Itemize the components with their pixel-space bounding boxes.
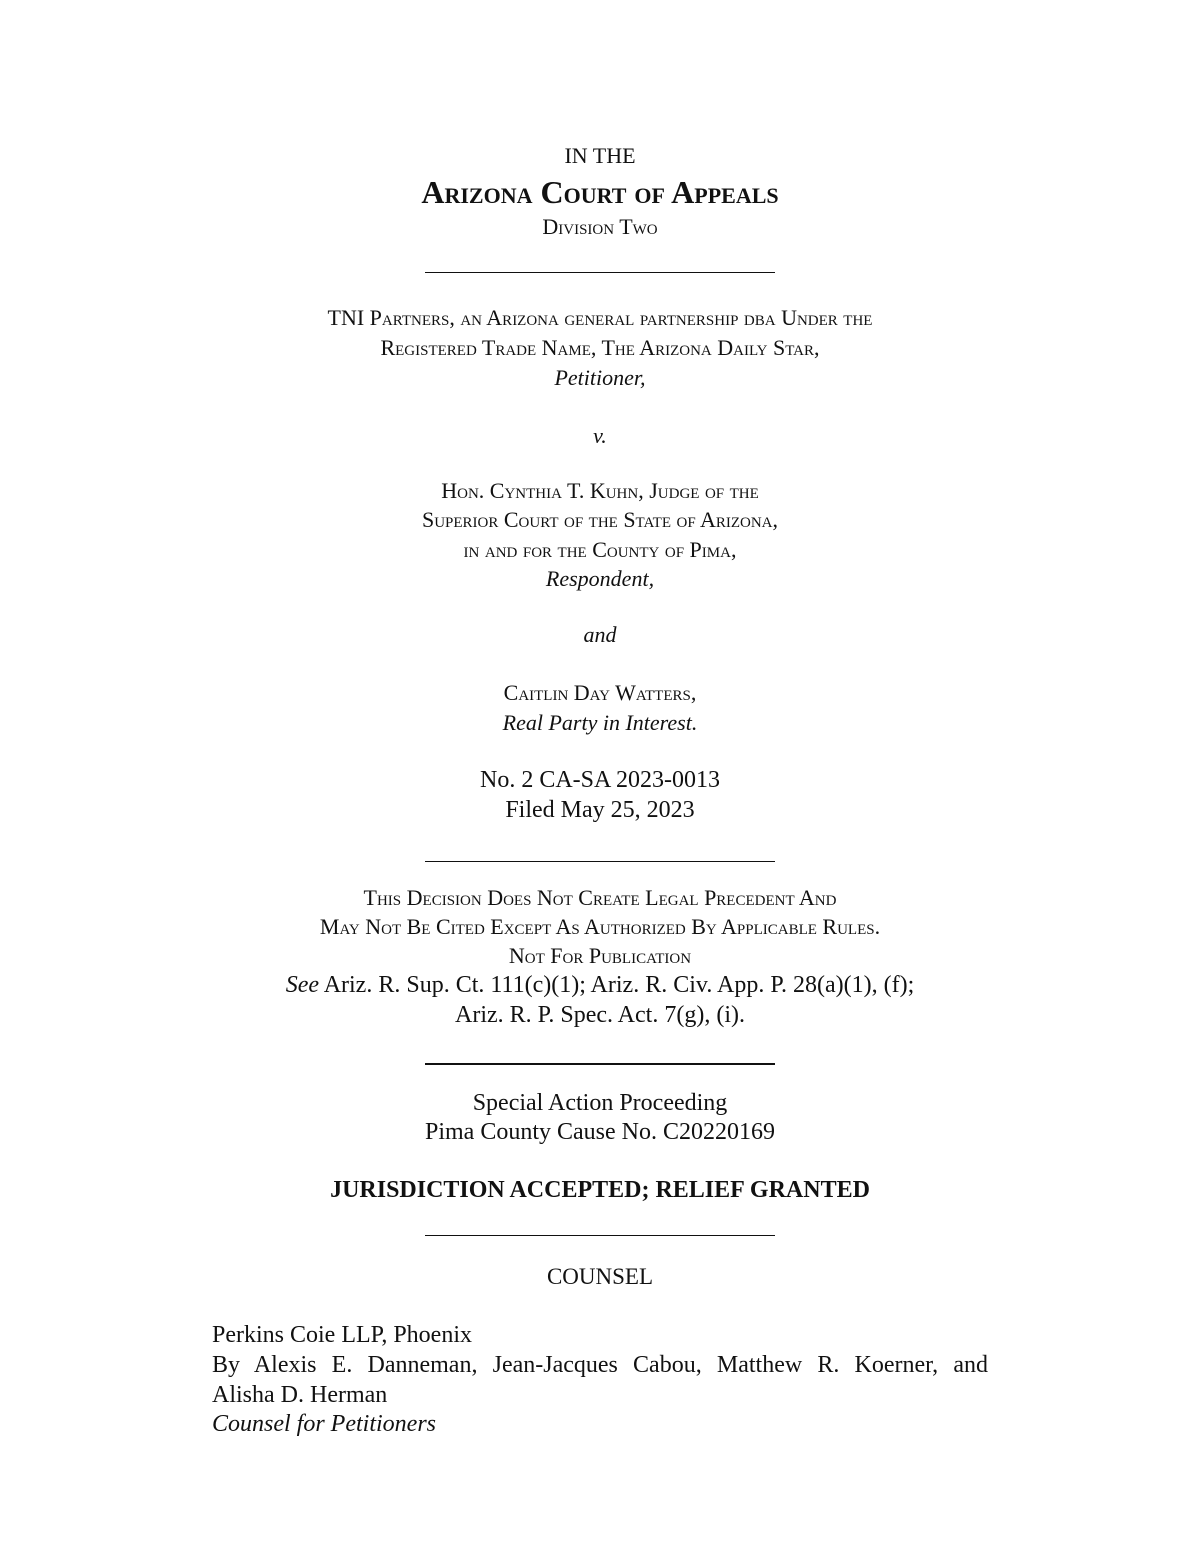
counsel-firm: Perkins Coie LLP, Phoenix <box>212 1322 473 1348</box>
petitioner-line-1: TNI Partners, an Arizona general partnership dba Under the <box>327 305 873 330</box>
court-name: Arizona Court of Appeals <box>421 174 779 210</box>
petitioner-line-2: Registered Trade Name, The Arizona Daily Star, <box>380 335 820 360</box>
respondent-line-1: Hon. Cynthia T. Kuhn, Judge of the <box>441 478 759 503</box>
respondent-line-3: in and for the County of Pima, <box>463 537 737 562</box>
counsel-attorneys-line-1: By Alexis E. Danneman, Jean-Jacques Cabou, Matthew R. Koerner, and <box>212 1352 988 1378</box>
division-name: Division Two <box>542 214 658 239</box>
real-party-role: Real Party in Interest. <box>502 710 698 735</box>
case-number: No. 2 CA-SA 2023-0013 <box>479 767 720 793</box>
respondent-role: Respondent, <box>545 566 655 591</box>
petitioner-role: Petitioner, <box>554 365 646 390</box>
respondent-line-2: Superior Court of the State of Arizona, <box>421 507 779 532</box>
versus: v. <box>593 423 607 448</box>
disposition: JURISDICTION ACCEPTED; RELIEF GRANTED <box>330 1177 870 1203</box>
counsel-attorneys-line-2: Alisha D. Herman <box>212 1382 388 1408</box>
counsel-role: Counsel for Petitioners <box>212 1411 436 1437</box>
notice-line-5: Ariz. R. P. Spec. Act. 7(g), (i). <box>455 1002 745 1028</box>
notice-line-3: Not For Publication <box>508 943 692 968</box>
notice-citation <box>0 972 1200 999</box>
divider-thick <box>425 1063 775 1065</box>
citation-rules: Ariz. R. Sup. Ct. 111(c)(1); Ariz. R. Civ. App. P. 28(a)(1), (f); <box>319 972 915 998</box>
notice-line-1: This Decision Does Not Create Legal Precedent And <box>363 885 837 910</box>
filed-date: Filed May 25, 2023 <box>505 797 695 823</box>
proceeding-type: Special Action Proceeding <box>472 1090 728 1116</box>
divider-middle <box>425 861 775 862</box>
citation-see: See <box>285 972 320 998</box>
notice-line-2: May Not Be Cited Except As Authorized By Applicable Rules. <box>319 914 881 939</box>
conjunction-and: and <box>583 622 617 647</box>
real-party-name: Caitlin Day Watters, <box>503 680 697 705</box>
counsel-heading: COUNSEL <box>546 1264 654 1289</box>
cause-number: Pima County Cause No. C20220169 <box>424 1119 775 1145</box>
header-in-the: IN THE <box>564 143 636 168</box>
divider-bottom <box>425 1235 775 1236</box>
divider-top <box>425 272 775 273</box>
